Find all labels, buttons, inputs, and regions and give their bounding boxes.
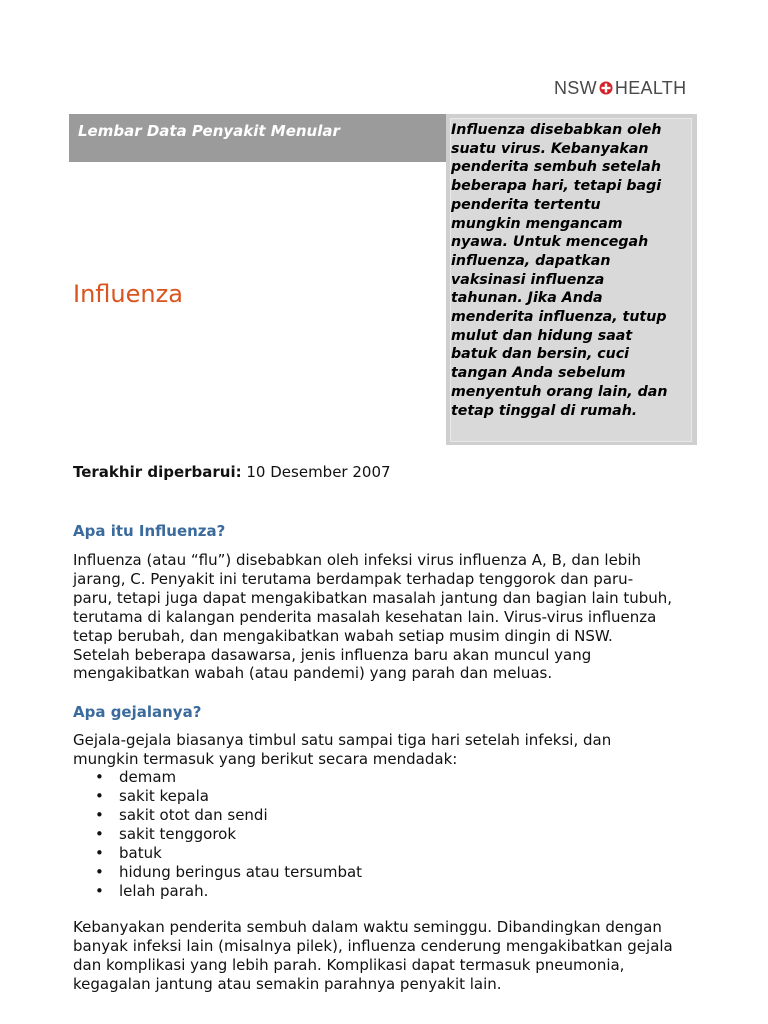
bullet-icon: • bbox=[95, 825, 104, 843]
summary-line: tangan Anda sebelum bbox=[451, 365, 626, 382]
summary-text bbox=[451, 121, 691, 420]
list-item-text: lelah parah. bbox=[119, 882, 209, 900]
summary-line: menyentuh orang lain, dan bbox=[451, 383, 668, 400]
bullet-icon: • bbox=[95, 806, 104, 824]
summary-line: vaksinasi influenza bbox=[451, 271, 605, 288]
body-line: banyak infeksi lain (misalnya pilek), influenza cenderung mengakibatkan gejala bbox=[73, 936, 673, 955]
last-updated-date: 10 Desember 2007 bbox=[241, 463, 391, 481]
nsw-health-logo bbox=[554, 78, 694, 98]
summary-line: beberapa hari, tetapi bagi bbox=[451, 178, 662, 195]
body-line: terutama di kalangan penderita masalah kesehatan lain. Virus-virus influenza bbox=[73, 607, 657, 626]
summary-line: menderita influenza, tutup bbox=[451, 309, 667, 326]
logo-text-nsw: NSW bbox=[554, 77, 597, 98]
page-title: Influenza bbox=[73, 280, 183, 308]
list-item-text: sakit tenggorok bbox=[119, 825, 237, 843]
waratah-icon bbox=[599, 81, 613, 95]
body-line: jarang, C. Penyakit ini terutama berdampak terhadap tenggorok dan paru- bbox=[73, 569, 634, 588]
summary-line: nyawa. Untuk mencegah bbox=[451, 234, 649, 251]
list-item-text: batuk bbox=[119, 844, 162, 862]
body-line: paru, tetapi juga dapat mengakibatkan masalah jantung dan bagian lain tubuh, bbox=[73, 588, 673, 607]
header-banner bbox=[69, 114, 446, 162]
bullet-icon: • bbox=[95, 844, 104, 862]
summary-line: mungkin mengancam bbox=[451, 215, 623, 232]
summary-line: penderita sembuh setelah bbox=[451, 159, 661, 176]
body-line: Kebanyakan penderita sembuh dalam waktu seminggu. Dibandingkan dengan bbox=[73, 918, 662, 936]
summary-line: mulut dan hidung saat bbox=[451, 327, 633, 344]
list-item-text: hidung beringus atau tersumbat bbox=[119, 863, 363, 881]
bullet-icon: • bbox=[95, 768, 104, 786]
section-what-is-body bbox=[73, 551, 713, 683]
last-updated-label: Terakhir diperbarui: bbox=[73, 463, 242, 481]
symptoms-closing bbox=[73, 918, 713, 994]
symptoms-list bbox=[73, 768, 362, 901]
list-item bbox=[73, 806, 362, 825]
symptoms-intro bbox=[73, 731, 713, 769]
body-line: Gejala-gejala biasanya timbul satu sampai tiga hari setelah infeksi, dan bbox=[73, 731, 612, 749]
summary-line: batuk dan bersin, cuci bbox=[451, 346, 630, 363]
summary-line: tetap tinggal di rumah. bbox=[451, 402, 638, 419]
list-item bbox=[73, 787, 362, 806]
list-item-text: sakit kepala bbox=[119, 787, 209, 805]
list-item-text: sakit otot dan sendi bbox=[119, 806, 268, 824]
list-item bbox=[73, 863, 362, 882]
summary-line: suatu virus. Kebanyakan bbox=[451, 140, 649, 157]
summary-line: tahunan. Jika Anda bbox=[451, 290, 603, 307]
list-item bbox=[73, 844, 362, 863]
summary-line: penderita tertentu bbox=[451, 196, 601, 213]
summary-line: Influenza disebabkan oleh bbox=[451, 122, 662, 138]
bullet-icon: • bbox=[95, 882, 104, 900]
last-updated bbox=[73, 463, 391, 481]
body-line: Influenza (atau “flu”) disebabkan oleh infeksi virus influenza A, B, dan lebih bbox=[73, 551, 641, 569]
list-item bbox=[73, 825, 362, 844]
bullet-icon: • bbox=[95, 863, 104, 881]
logo-text-health: HEALTH bbox=[614, 77, 687, 98]
body-line: tetap berubah, dan mengakibatkan wabah setiap musim dingin di NSW. bbox=[73, 626, 613, 645]
summary-line: influenza, dapatkan bbox=[451, 252, 611, 269]
list-item bbox=[73, 768, 362, 787]
bullet-icon: • bbox=[95, 787, 104, 805]
body-line: Setelah beberapa dasawarsa, jenis influenza baru akan muncul yang bbox=[73, 645, 592, 664]
section-heading-symptoms: Apa gejalanya? bbox=[73, 703, 202, 721]
list-item bbox=[73, 882, 362, 901]
body-line: kegagalan jantung atau semakin parahnya penyakit lain. bbox=[73, 974, 502, 993]
banner-title: Lembar Data Penyakit Menular bbox=[78, 122, 340, 140]
list-item-text: demam bbox=[119, 768, 177, 786]
body-line: mungkin termasuk yang berikut secara mendadak: bbox=[73, 749, 458, 768]
section-heading-what-is: Apa itu Influenza? bbox=[73, 522, 226, 540]
body-line: mengakibatkan wabah (atau pandemi) yang parah dan meluas. bbox=[73, 664, 553, 683]
summary-box bbox=[446, 114, 697, 445]
body-line: dan komplikasi yang lebih parah. Komplikasi dapat termasuk pneumonia, bbox=[73, 955, 625, 974]
